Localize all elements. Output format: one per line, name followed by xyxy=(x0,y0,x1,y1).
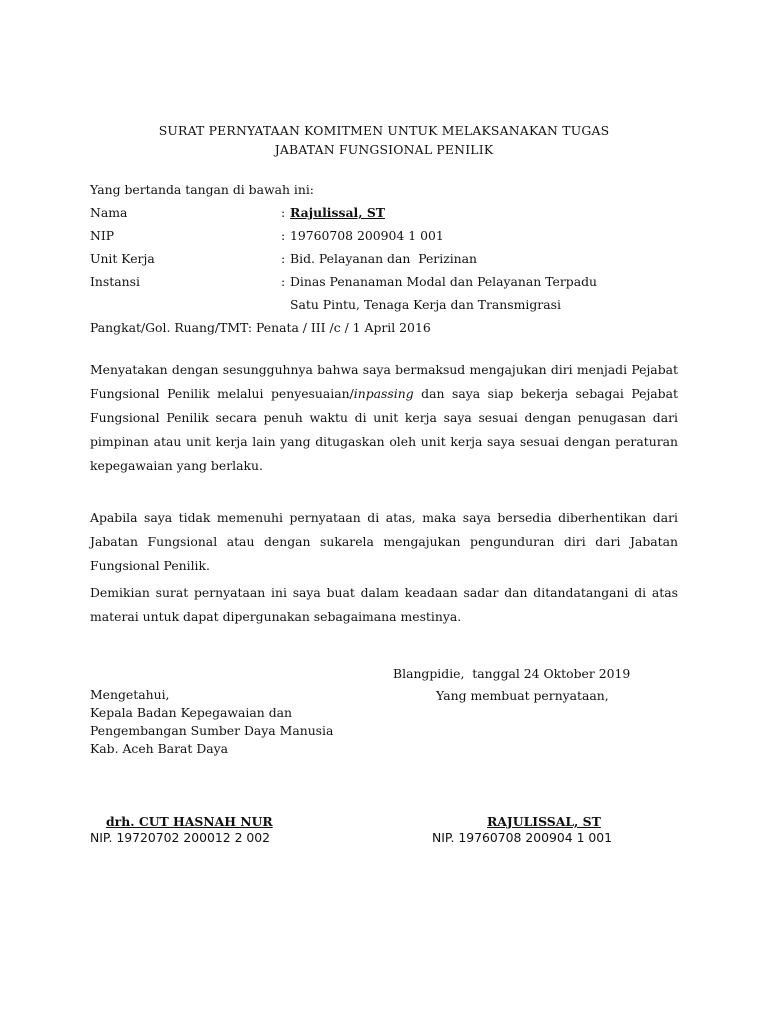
field-colon-nip: : xyxy=(281,228,286,243)
paragraph-statement-part1: Menyatakan dengan sesungguhnya bahwa saya bermaksud mengajukan diri menjadi Pejabat Fungsional Penilik melalui penyesuaian/ xyxy=(90,362,678,401)
field-label-unit-kerja: Unit Kerja xyxy=(90,251,155,266)
field-colon-instansi: : xyxy=(281,274,286,289)
field-label-instansi: Instansi xyxy=(90,274,140,289)
field-value-instansi-line2: Satu Pintu, Tenaga Kerja dan Transmigrasi xyxy=(290,297,561,312)
place-date: Blangpidie, tanggal 24 Oktober 2019 xyxy=(393,666,631,681)
field-label-nip: NIP xyxy=(90,228,115,243)
field-value-instansi: Dinas Penanaman Modal dan Pelayanan Terpadu xyxy=(290,274,597,289)
title-line-2: JABATAN FUNGSIONAL PENILIK xyxy=(274,142,494,157)
field-label-nama: Nama xyxy=(90,205,128,220)
paragraph-consequence: Apabila saya tidak memenuhi pernyataan di atas, maka saya bersedia diberhentikan dari Jabatan Fungsional atau dengan sukarela mengajukan pengunduran diri dari Jabatan Fungsional Penilik. xyxy=(90,510,678,573)
pangkat-line: Pangkat/Gol. Ruang/TMT: Penata / III /c / 1 April 2016 xyxy=(90,320,431,335)
paragraph-statement xyxy=(90,358,678,478)
paragraph-closing: Demikian surat pernyataan ini saya buat dalam keadaan sadar dan ditandatangani di atas materai untuk dapat dipergunakan sebagaimana mestinya. xyxy=(90,585,678,624)
paragraph-statement-part2: dan saya siap bekerja sebagai Pejabat Fungsional Penilik secara penuh waktu di unit kerja saya sesuai dengan penugasan dari pimpinan atau unit kerja lain yang ditugaskan oleh unit kerja saya sesuai dengan peraturan kepegawaian yang berlaku. xyxy=(90,386,678,473)
approver-block xyxy=(90,686,333,758)
field-value-nip: 19760708 200904 1 001 xyxy=(290,228,444,243)
left-signatory-nip: NIP. 19720702 200012 2 002 xyxy=(90,830,271,845)
field-value-unit-kerja: Bid. Pelayanan dan Perizinan xyxy=(290,251,478,266)
maker-label: Yang membuat pernyataan, xyxy=(436,688,609,703)
title-line-1: SURAT PERNYATAAN KOMITMEN UNTUK MELAKSANAKAN TUGAS xyxy=(158,123,610,138)
approver-line-3: Pengembangan Sumber Daya Manusia xyxy=(90,723,334,738)
left-signatory-name: drh. CUT HASNAH NUR xyxy=(106,814,273,829)
approver-line-4: Kab. Aceh Barat Daya xyxy=(90,741,229,756)
field-value-nama: Rajulissal, ST xyxy=(290,205,385,220)
right-signatory-nip: NIP. 19760708 200904 1 001 xyxy=(432,830,613,845)
paragraph-statement-italic: inpassing xyxy=(353,386,414,401)
field-colon-unit-kerja: : xyxy=(281,251,286,266)
approver-line-2: Kepala Badan Kepegawaian dan xyxy=(90,705,292,720)
intro-text: Yang bertanda tangan di bawah ini: xyxy=(90,182,314,197)
approver-line-1: Mengetahui, xyxy=(90,687,170,702)
right-signatory-name: RAJULISSAL, ST xyxy=(487,814,601,829)
document-title xyxy=(90,121,678,159)
field-colon-nama: : xyxy=(281,205,286,220)
